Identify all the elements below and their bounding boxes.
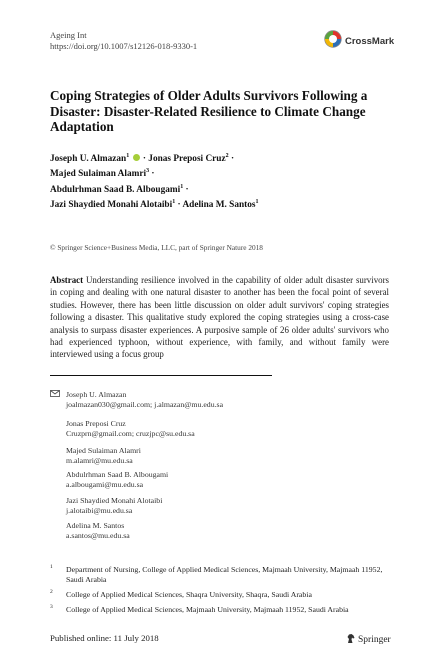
- author-name[interactable]: Joseph U. Almazan: [50, 154, 127, 165]
- contact-email[interactable]: j.alotaibi@mu.edu.sa: [66, 506, 133, 516]
- orcid-icon[interactable]: [133, 154, 140, 161]
- springer-horse-icon: [346, 631, 356, 649]
- contact-name: Jazi Shaydied Monahi Alotaibi: [66, 496, 163, 505]
- author-separator: ·: [230, 154, 235, 165]
- affiliation-marker: 3: [146, 168, 150, 175]
- contact-email[interactable]: Cruzprn@gmail.com; cruzjpc@su.edu.sa: [66, 429, 195, 439]
- crossmark-label: CrossMark: [345, 36, 395, 47]
- crossmark-badge[interactable]: [324, 30, 394, 53]
- crossmark-icon: [324, 30, 342, 53]
- contact-name: Jonas Preposi Cruz: [66, 419, 126, 428]
- abstract-text: Understanding resilience involved in the capability of older adult disaster survivors in coping and dealing with one natural disaster to another has been the focal point of several studies. However, there has been little discussion on older adult survivors' coping strategies following a disaster. This qualitative study explored the coping strategies using a cross-case analysis to surpass disaster experiences. A purposive sample of 26 older adults' survivors who had experienced typhoon, without experience, with family, and without family were interviewed using a focus group: [50, 275, 389, 360]
- affiliation-text: College of Applied Medical Sciences, Majmaah University, Majmaah 11952, Saudi Arabia: [66, 605, 349, 614]
- author-separator: ·: [177, 200, 181, 211]
- contact-name: Adelina M. Santos: [66, 521, 125, 530]
- contact-entry: [66, 496, 162, 516]
- affiliation-number: 1: [50, 564, 53, 570]
- author-separator: ·: [185, 184, 189, 195]
- author-name[interactable]: Adelina M. Santos: [182, 200, 256, 211]
- contact-entry: [66, 521, 130, 541]
- author-separator: ·: [142, 154, 146, 165]
- contact-email[interactable]: m.alamri@mu.edu.sa: [66, 456, 133, 466]
- abstract: [50, 274, 389, 361]
- author-name[interactable]: Abdulrhman Saad B. Albougami: [50, 184, 181, 195]
- journal-doi[interactable]: https://doi.org/10.1007/s12126-018-9330-1: [50, 41, 198, 51]
- article-title: Coping Strategies of Older Adults Survivors Following a Disaster: Disaster-Related Resilience to Climate Change Adaptation: [50, 88, 368, 134]
- envelope-icon: [50, 390, 60, 400]
- affiliation-text: College of Applied Medical Sciences, Shaqra University, Shaqra, Saudi Arabia: [66, 590, 312, 599]
- contact-entry: [66, 419, 195, 439]
- affiliation-marker: 1: [172, 199, 176, 206]
- published-date: Published online: 11 July 2018: [50, 633, 159, 643]
- affiliation-marker: 2: [225, 153, 229, 159]
- affiliation-marker: 1: [255, 199, 259, 206]
- affiliation-text: Department of Nursing, College of Applied Medical Sciences, Majmaah University, Majmaah 11952, Saudi Arabia: [66, 565, 383, 585]
- abstract-label: Abstract: [50, 275, 84, 285]
- affiliation-marker: 1: [126, 153, 130, 159]
- affiliation-number: 2: [50, 589, 53, 595]
- affiliation-marker: 1: [180, 183, 184, 190]
- springer-logo: [346, 631, 391, 649]
- springer-wordmark: Springer: [358, 635, 391, 645]
- author-list: [50, 150, 390, 212]
- contact-email[interactable]: a.albougami@mu.edu.sa: [66, 480, 144, 490]
- contact-name: Joseph U. Almazan: [66, 390, 127, 399]
- contact-entry: [66, 470, 168, 490]
- journal-name: Ageing Int: [50, 30, 87, 40]
- author-name[interactable]: Jazi Shaydied Monahi Alotaibi: [50, 200, 173, 211]
- affiliation-number: 3: [50, 604, 53, 610]
- contact-name: Abdulrhman Saad B. Albougami: [66, 470, 169, 479]
- copyright-notice: © Springer Science+Business Media, LLC, part of Springer Nature 2018: [50, 243, 263, 252]
- contact-email[interactable]: joalmazan030@gmail.com; j.almazan@mu.edu.sa: [66, 400, 224, 410]
- author-separator: ·: [151, 169, 155, 180]
- contact-name: Majed Sulaiman Alamri: [66, 446, 141, 455]
- author-name[interactable]: Jonas Preposi Cruz: [148, 154, 226, 165]
- contact-email[interactable]: a.santos@mu.edu.sa: [66, 531, 130, 541]
- contact-entry: [66, 390, 223, 410]
- footnote-divider: [50, 375, 272, 376]
- author-name[interactable]: Majed Sulaiman Alamri: [50, 169, 147, 180]
- journal-header: [50, 30, 197, 52]
- contact-entry: [66, 446, 141, 466]
